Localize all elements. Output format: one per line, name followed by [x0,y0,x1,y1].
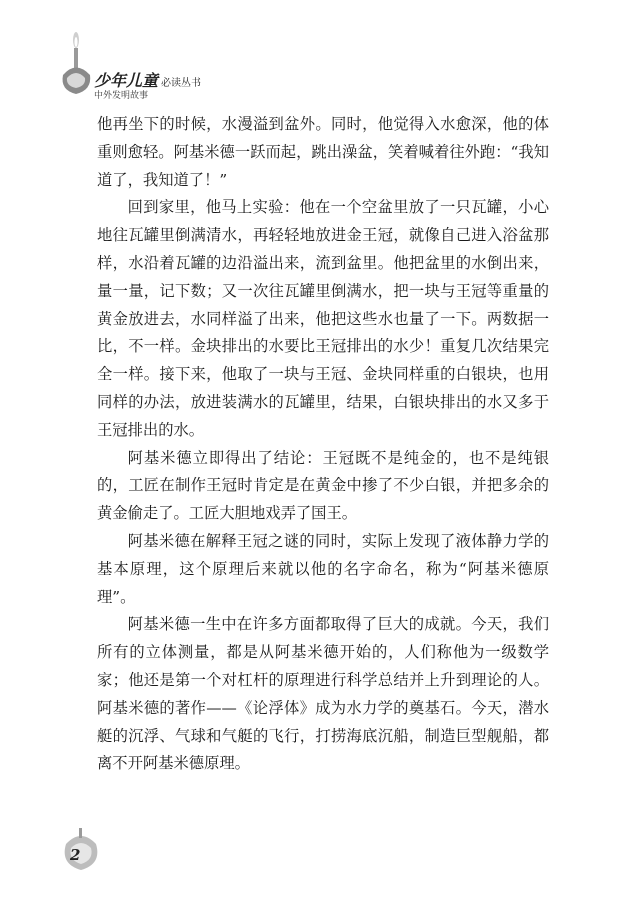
book-subtitle: 中外发明故事 [94,91,149,101]
footer-ornament-icon [56,826,106,874]
paragraph: 回到家里，他马上实验：他在一个空盆里放了一只瓦罐，小心地往瓦罐里倒满清水，再轻轻地放进金王冠，就像自己进入浴盆那样，水沿着瓦罐的边沿溢出来，流到盆里。他把盆里的水倒出来，量一量，记下数；又一次往瓦罐里倒满水，把一块与王冠等重量的黄金放进去，水同样溢了出来，他把这些水也量了一下。两数据一比，不一样。金块排出的水要比王冠排出的水少！重复几次结果完全一样。接下来，他取了一块与王冠、金块同样重的白银块，也用同样的办法，放进装满水的瓦罐里，结果，白银块排出的水又多于王冠排出的水。 [97,198,549,439]
candle-icon [58,30,98,100]
body-text [97,111,549,778]
paragraph: 他再坐下的时候，水漫溢到盆外。同时，他觉得入水愈深，他的体重则愈轻。阿基米德一跃而起，跳出澡盆，笑着喊着往外跑：“我知道了，我知道了！” [97,115,549,189]
page-header [58,30,258,110]
page-footer [56,826,106,874]
paragraph: 阿基米德立即得出了结论：王冠既不是纯金的，也不是纯银的，工匠在制作王冠时肯定是在黄金中掺了不少白银，并把多余的黄金偷走了。工匠大胆地戏弄了国王。 [97,448,549,523]
page-number: 2 [70,846,81,864]
paragraph: 阿基米德一生中在许多方面都取得了巨大的成就。今天，我们所有的立体测量，都是从阿基米德开始的，人们称他为一级数学家；他还是第一个对杠杆的原理进行科学总结并上升到理论的人。阿基米德的著作——《论浮体》成为水力学的奠基石。今天，潜水艇的沉浮、气球和气艇的飞行，打捞海底沉船，制造巨型舰船，都离不开阿基米德原理。 [97,615,549,773]
series-title: 少年儿童 必读丛书 [94,71,202,90]
paragraph: 阿基米德在解释王冠之谜的同时，实际上发现了液体静力学的基本原理，这个原理后来就以他的名字命名，称为“阿基米德原理”。 [97,531,549,606]
